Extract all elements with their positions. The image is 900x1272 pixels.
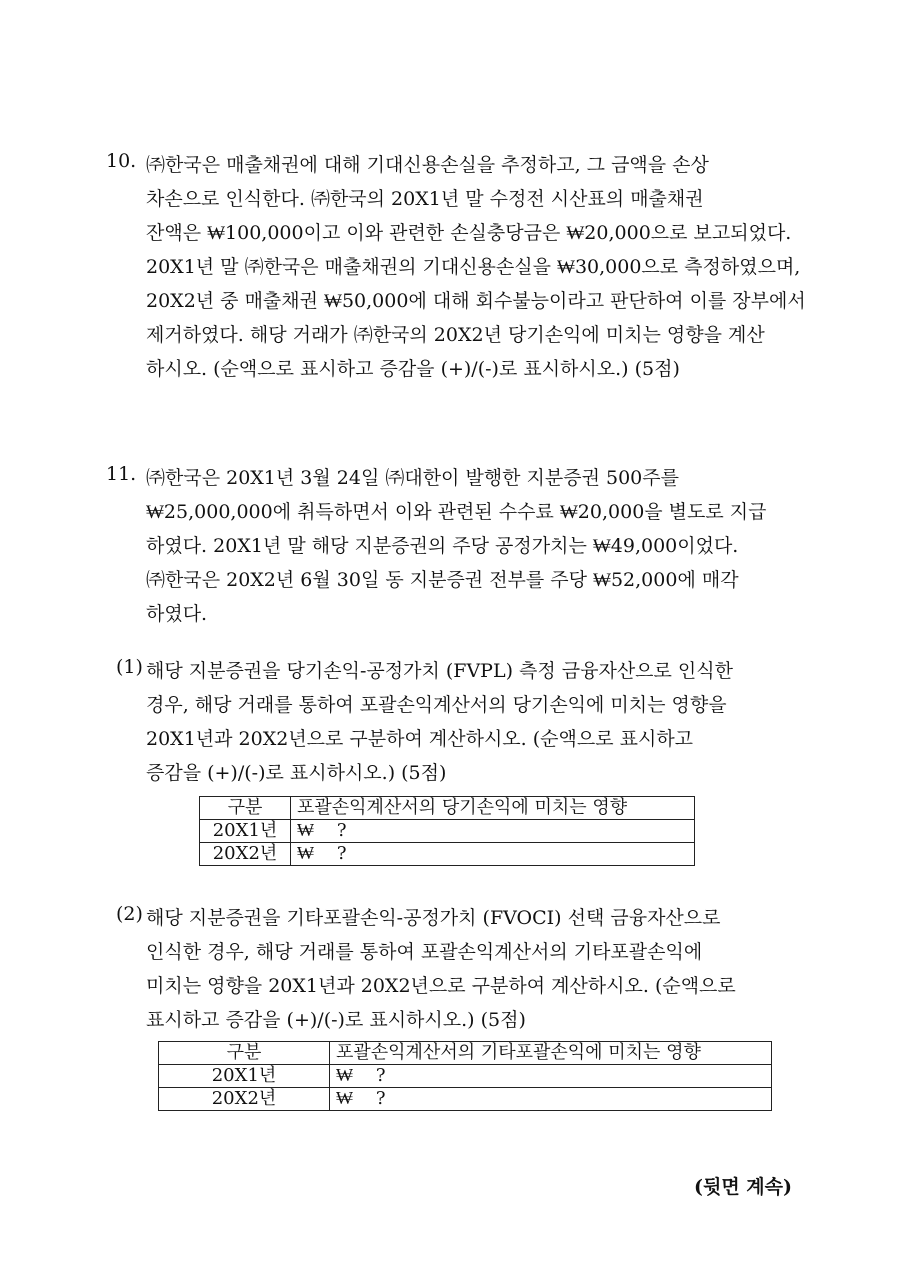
- table-row: [200, 820, 695, 843]
- part2-number: (2): [116, 903, 143, 925]
- table-cell: 20X1년: [200, 820, 291, 843]
- part1-text: [146, 656, 786, 796]
- q10-number: 10.: [106, 150, 137, 172]
- table-cell: 20X2년: [200, 843, 291, 866]
- q10-line: 차손으로 인식한다. ㈜한국의 20X1년 말 수정전 시산표의 매출채권: [146, 188, 704, 210]
- q10-line: ㈜한국은 매출채권에 대해 기대신용손실을 추정하고, 그 금액을 손상: [146, 154, 709, 176]
- q11-line: ₩25,000,000에 취득하면서 이와 관련된 수수료 ₩20,000을 별도로 지급: [146, 501, 767, 523]
- table-row: [159, 1065, 772, 1088]
- part2-line: 해당 지분증권을 기타포괄손익-공정가치 (FVOCI) 선택 금융자산으로: [146, 907, 721, 929]
- part2-line: 표시하고 증감을 (+)/(-)로 표시하시오.) (5점): [146, 1009, 526, 1031]
- table-header-cell: 구분: [159, 1042, 330, 1065]
- table-cell: 20X2년: [159, 1088, 330, 1111]
- part1-line: 20X1년과 20X2년으로 구분하여 계산하시오. (순액으로 표시하고: [146, 728, 694, 750]
- q11-text: [146, 463, 786, 633]
- part1-number: (1): [116, 656, 143, 678]
- table-header-cell: 포괄손익계산서의 당기손익에 미치는 영향: [291, 797, 695, 820]
- q10-line: 잔액은 ₩100,000이고 이와 관련한 손실충당금은 ₩20,000으로 보고되었다.: [146, 222, 792, 244]
- q10-line: 20X2년 중 매출채권 ₩50,000에 대해 회수불능이라고 판단하여 이를 장부에서: [146, 290, 806, 312]
- q10-line: 20X1년 말 ㈜한국은 매출채권의 기대신용손실을 ₩30,000으로 측정하였으며,: [146, 256, 801, 278]
- part1-line: 해당 지분증권을 당기손익-공정가치 (FVPL) 측정 금융자산으로 인식한: [146, 660, 733, 682]
- q11-line: ㈜한국은 20X1년 3월 24일 ㈜대한이 발행한 지분증권 500주를: [146, 467, 679, 489]
- part1-table: [199, 796, 695, 866]
- part2-line: 인식한 경우, 해당 거래를 통하여 포괄손익계산서의 기타포괄손익에: [146, 941, 703, 963]
- q10-line: 하시오. (순액으로 표시하고 증감을 (+)/(-)로 표시하시오.) (5점): [146, 358, 680, 380]
- q11-line: 하였다.: [146, 603, 208, 625]
- q10-text: [146, 150, 806, 390]
- q11-line: 하였다. 20X1년 말 해당 지분증권의 주당 공정가치는 ₩49,000이었다.: [146, 535, 739, 557]
- table-row: [159, 1088, 772, 1111]
- part1-line: 경우, 해당 거래를 통하여 포괄손익계산서의 당기손익에 미치는 영향을: [146, 694, 727, 716]
- q11-number: 11.: [106, 463, 137, 485]
- table-header-row: [200, 797, 695, 820]
- table-cell: ₩ ?: [330, 1065, 772, 1088]
- table-header-cell: 구분: [200, 797, 291, 820]
- q11-line: ㈜한국은 20X2년 6월 30일 동 지분증권 전부를 주당 ₩52,000에 매각: [146, 569, 739, 591]
- continued-notice: (뒷면 계속): [693, 1176, 792, 1198]
- part2-text: [146, 903, 786, 1043]
- table-cell: ₩ ?: [330, 1088, 772, 1111]
- table-cell: 20X1년: [159, 1065, 330, 1088]
- q10-line: 제거하였다. 해당 거래가 ㈜한국의 20X2년 당기손익에 미치는 영향을 계산: [146, 324, 765, 346]
- part1-line: 증감을 (+)/(-)로 표시하시오.) (5점): [146, 762, 447, 784]
- table-cell: ₩ ?: [291, 843, 695, 866]
- table-row: [200, 843, 695, 866]
- table-header-cell: 포괄손익계산서의 기타포괄손익에 미치는 영향: [330, 1042, 772, 1065]
- part2-table: [158, 1041, 772, 1111]
- table-header-row: [159, 1042, 772, 1065]
- part2-line: 미치는 영향을 20X1년과 20X2년으로 구분하여 계산하시오. (순액으로: [146, 975, 736, 997]
- table-cell: ₩ ?: [291, 820, 695, 843]
